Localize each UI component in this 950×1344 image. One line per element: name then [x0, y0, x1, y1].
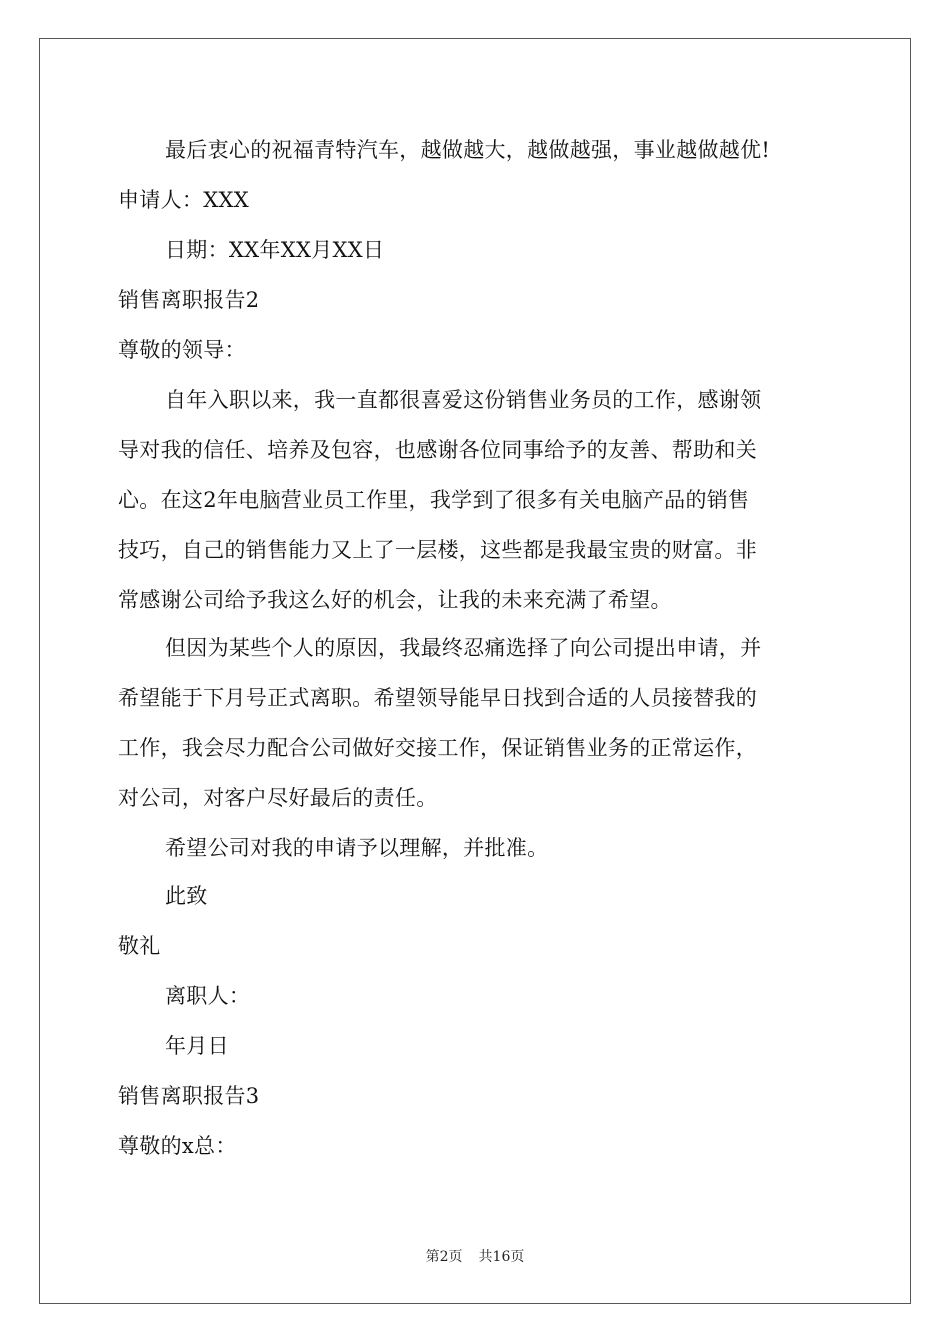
paragraph-line: 工作，我会尽力配合公司做好交接工作，保证销售业务的正常运作，	[118, 736, 757, 760]
closing-wish: 最后衷心的祝福青特汽车，越做越大，越做越强，事业越做越优!	[165, 138, 771, 162]
section-heading-3: 销售离职报告3	[118, 1084, 260, 1108]
date-line: 日期：XX年XX月XX日	[165, 238, 385, 262]
signature-label: 离职人：	[165, 984, 251, 1008]
closing-phrase: 此致	[165, 884, 208, 908]
page-footer	[0, 1248, 950, 1266]
page-border	[39, 38, 911, 1304]
applicant-line: 申请人：XXX	[118, 188, 249, 212]
paragraph-line: 常感谢公司给予我这么好的机会，让我的未来充满了希望。	[118, 588, 672, 612]
section-heading-2: 销售离职报告2	[118, 288, 260, 312]
page-total: 共16页	[478, 1249, 525, 1265]
paragraph-line: 希望公司对我的申请予以理解，并批准。	[165, 836, 549, 860]
paragraph-line: 导对我的信任、培养及包容，也感谢各位同事给予的友善、帮助和关	[118, 438, 757, 462]
closing-salute: 敬礼	[118, 934, 161, 958]
salutation-line: 尊敬的领导：	[118, 338, 246, 362]
paragraph-line: 但因为某些个人的原因，我最终忍痛选择了向公司提出申请，并	[165, 636, 762, 660]
paragraph-line: 希望能于下月号正式离职。希望领导能早日找到合适的人员接替我的	[118, 686, 757, 710]
date-placeholder: 年月日	[165, 1034, 229, 1058]
salutation-line: 尊敬的x总：	[118, 1134, 237, 1158]
paragraph-line: 技巧，自己的销售能力又上了一层楼，这些都是我最宝贵的财富。非	[118, 538, 757, 562]
paragraph-line: 心。在这2年电脑营业员工作里，我学到了很多有关电脑产品的销售	[118, 488, 750, 512]
page-number: 第2页	[425, 1249, 463, 1265]
paragraph-line: 对公司，对客户尽好最后的责任。	[118, 786, 438, 810]
paragraph-line: 自年入职以来，我一直都很喜爱这份销售业务员的工作，感谢领	[165, 388, 762, 412]
